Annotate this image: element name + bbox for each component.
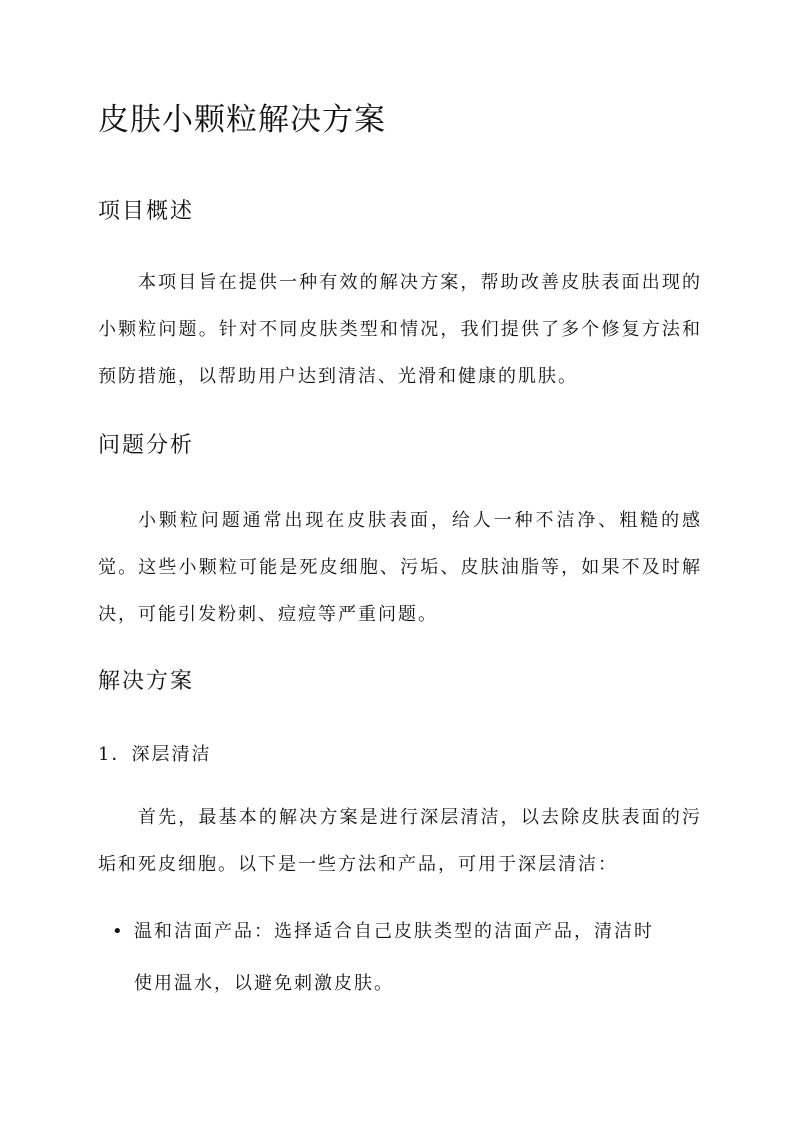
subsection-heading-deep-cleansing: 1．深层清洁	[98, 744, 212, 765]
bullet-text	[134, 906, 694, 1010]
document-title: 皮肤小颗粒解决方案	[98, 102, 386, 138]
section-heading-overview: 项目概述	[98, 199, 195, 224]
overview-paragraph: 本项目旨在提供一种有效的解决方案，帮助改善皮肤表面出现的小颗粒问题。针对不同皮肤类型和情况，我们提供了多个修复方法和预防措施，以帮助用户达到清洁、光滑和健康的肌肤。	[98, 272, 702, 387]
analysis-paragraph: 小颗粒问题通常出现在皮肤表面，给人一种不洁净、粗糙的感觉。这些小颗粒可能是死皮细胞、污垢、皮肤油脂等，如果不及时解决，可能引发粉刺、痘痘等严重问题。	[98, 510, 702, 625]
deep-cleansing-paragraph: 首先，最基本的解决方案是进行深层清洁，以去除皮肤表面的污垢和死皮细胞。以下是一些方法和产品，可用于深层清洁：	[98, 807, 702, 875]
bullet-text-line-2: 使用温水，以避免刺激皮肤。	[134, 973, 394, 994]
bullet-text-line-1: 温和洁面产品：选择适合自己皮肤类型的洁面产品，清洁时	[134, 921, 654, 942]
section-heading-analysis: 问题分析	[98, 433, 195, 458]
bullet-marker: •	[112, 921, 123, 942]
section-heading-solutions: 解决方案	[98, 669, 195, 694]
